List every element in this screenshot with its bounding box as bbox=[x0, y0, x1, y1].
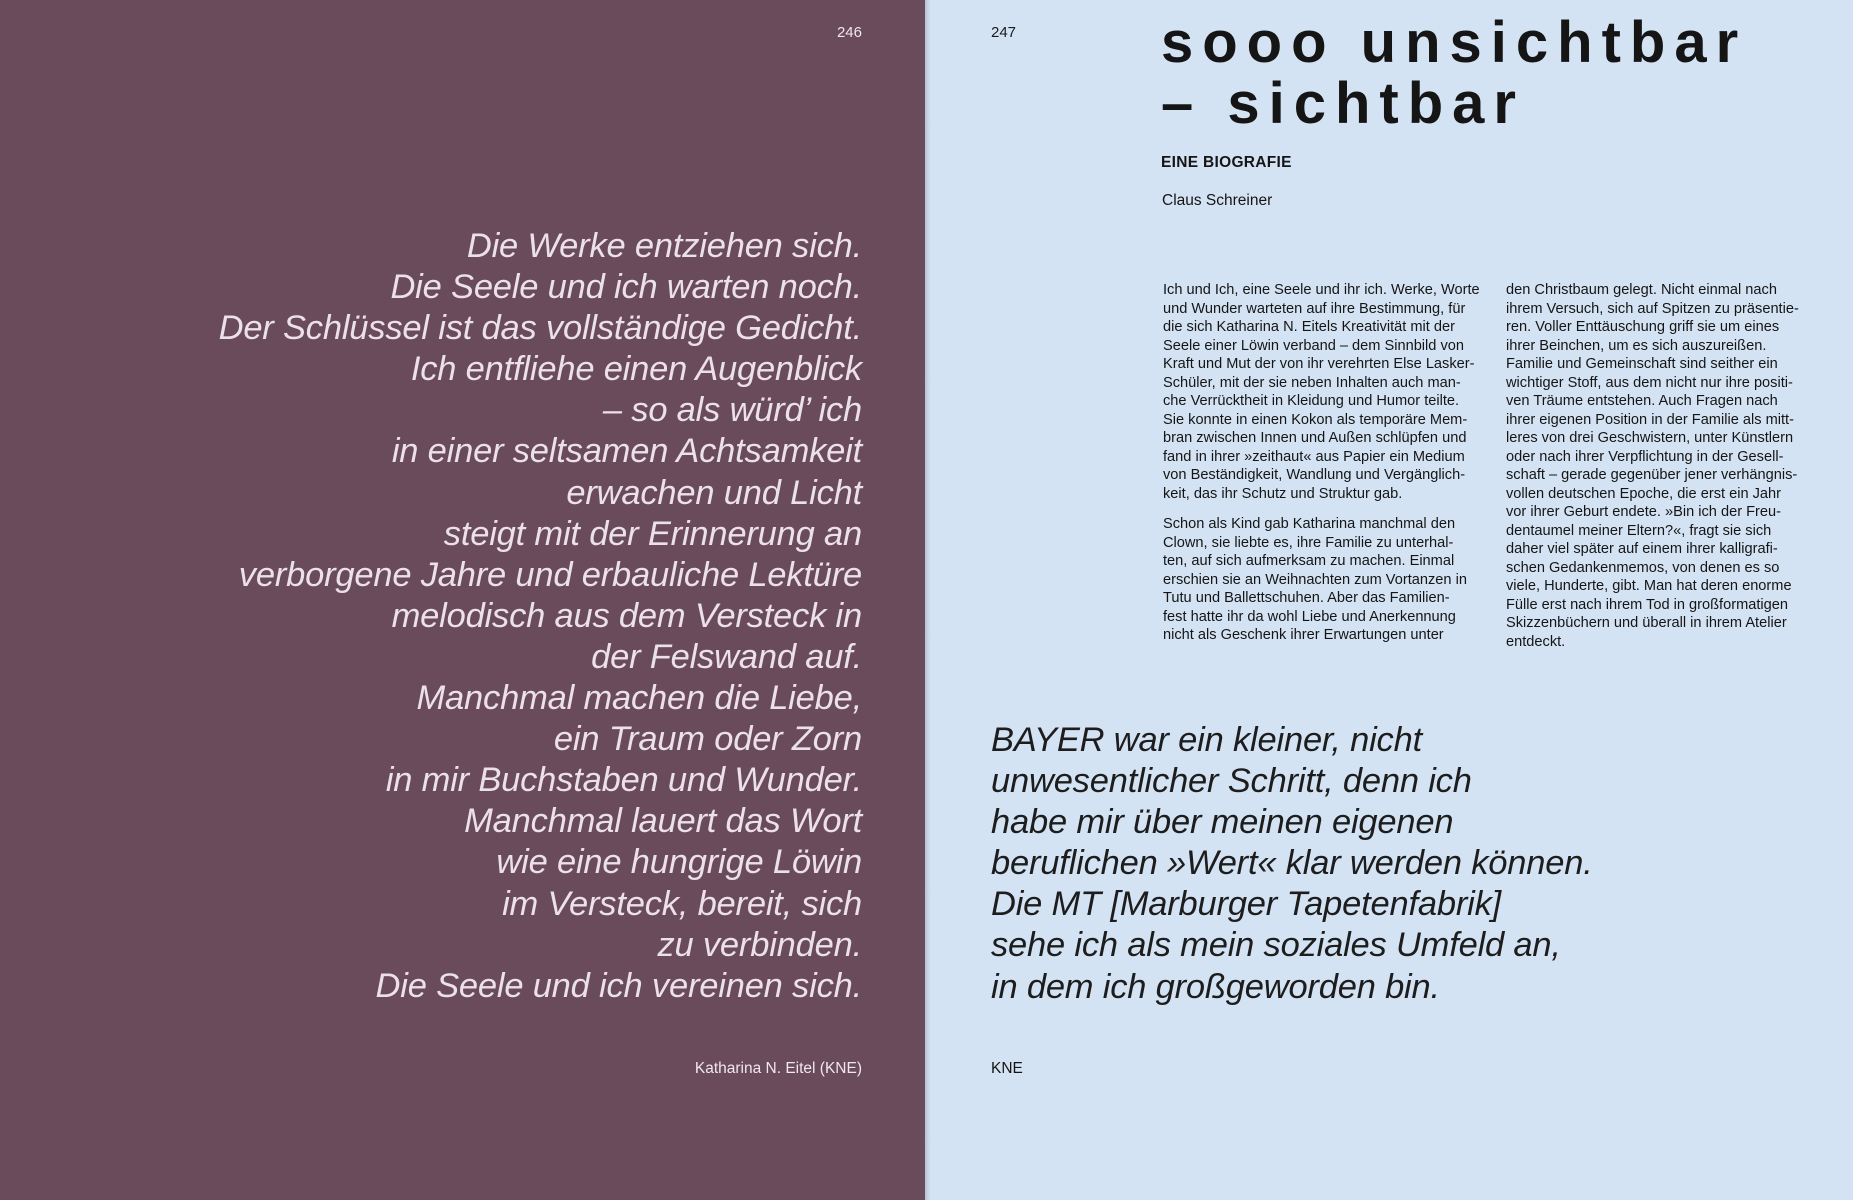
paragraph bbox=[1163, 515, 1481, 645]
poem-line: ein Traum oder Zorn bbox=[553, 720, 862, 759]
title-line: sooo unsichtbar bbox=[1161, 10, 1748, 75]
poem-line: Die Seele und ich vereinen sich. bbox=[375, 966, 862, 1005]
quote-line: unwesentlicher Schritt, denn ich bbox=[991, 762, 1472, 801]
poem-line: in mir Buchstaben und Wunder. bbox=[385, 761, 862, 800]
poem-line: erwachen und Licht bbox=[566, 473, 862, 512]
poem-line: der Felswand auf. bbox=[591, 637, 862, 676]
page-number-right: 247 bbox=[991, 24, 1017, 41]
text-line: fand in ihrer »zeithaut« aus Papier ein Medium bbox=[1163, 448, 1465, 465]
poem bbox=[122, 226, 862, 1007]
poem-line: Manchmal lauert das Wort bbox=[464, 802, 862, 841]
text-line: schaft – gerade gegenüber jener verhängnis- bbox=[1506, 467, 1798, 483]
text-line: Familie und Gemeinschaft sind seither ein bbox=[1506, 356, 1778, 372]
article-author: Claus Schreiner bbox=[1162, 192, 1273, 209]
title-line: – sichtbar bbox=[1161, 71, 1525, 136]
text-line: Skizzenbüchern und überall in ihrem Atelier bbox=[1506, 615, 1787, 631]
text-line: ihrem Versuch, sich auf Spitzen zu präsentie- bbox=[1506, 300, 1799, 317]
text-line: vor ihrer Geburt endete. »Bin ich der Freu- bbox=[1506, 504, 1781, 520]
text-line: fest hatte ihr da wohl Liebe und Anerkennung bbox=[1163, 608, 1456, 625]
quote-line: sehe ich als mein soziales Umfeld an, bbox=[991, 926, 1561, 965]
poem-line: wie eine hungrige Löwin bbox=[496, 843, 862, 882]
poem-line: in einer seltsamen Achtsamkeit bbox=[391, 432, 862, 471]
text-line: wichtiger Stoff, aus dem nicht nur ihre positi- bbox=[1506, 374, 1793, 391]
text-line: und Wunder warteten auf ihre Bestimmung, für bbox=[1163, 300, 1466, 317]
poem-line: Die Seele und ich warten noch. bbox=[390, 268, 862, 307]
left-page bbox=[0, 0, 925, 1200]
poem-line: zu verbinden. bbox=[657, 925, 862, 964]
text-line: Fülle erst nach ihrem Tod in großformatigen bbox=[1506, 596, 1789, 613]
quote-line: Die MT [Marburger Tapetenfabrik] bbox=[991, 885, 1502, 924]
text-line: bran zwischen Innen und Außen schlüpfen und bbox=[1163, 430, 1467, 446]
text-line: daher viel später auf einem ihrer kalligrafi- bbox=[1506, 541, 1778, 557]
pull-quote bbox=[991, 720, 1771, 1008]
text-line: Seele einer Löwin verband – dem Sinnbild von bbox=[1163, 337, 1464, 354]
poem-line: im Versteck, bereit, sich bbox=[502, 884, 862, 923]
text-line: oder nach ihrer Verpflichtung in der Gesell- bbox=[1506, 448, 1784, 465]
text-line: ven Träume entstehen. Auch Fragen nach bbox=[1506, 393, 1778, 409]
right-page bbox=[931, 0, 1853, 1200]
poem-line: melodisch aus dem Versteck in bbox=[391, 596, 862, 635]
text-line: Schon als Kind gab Katharina manchmal den bbox=[1163, 516, 1456, 532]
quote-author: KNE bbox=[991, 1060, 1023, 1077]
poem-line: Manchmal machen die Liebe, bbox=[416, 679, 862, 718]
body-column-2 bbox=[1506, 281, 1836, 663]
text-line: Kraft und Mut der von ihr verehrten Else Lasker- bbox=[1163, 356, 1475, 372]
poem-line: Der Schlüssel ist das vollständige Gedicht. bbox=[218, 309, 862, 348]
text-line: keit, das ihr Schutz und Struktur gab. bbox=[1163, 485, 1403, 502]
text-line: Sie konnte in einen Kokon als temporäre Mem- bbox=[1163, 411, 1468, 428]
text-line: entdeckt. bbox=[1506, 633, 1566, 650]
text-line: ren. Voller Enttäuschung griff sie um eines bbox=[1506, 319, 1780, 335]
article-title bbox=[1161, 12, 1747, 134]
quote-line: beruflichen »Wert« klar werden können. bbox=[991, 844, 1593, 883]
text-line: Tutu und Ballettschuhen. Aber das Familien- bbox=[1163, 590, 1450, 606]
text-line: dentaumel meiner Eltern?«, fragt sie sich bbox=[1506, 522, 1772, 539]
poem-line: – so als würd’ ich bbox=[602, 391, 862, 430]
text-line: leres von drei Geschwistern, unter Künstlern bbox=[1506, 430, 1794, 446]
article-kicker: EINE BIOGRAFIE bbox=[1161, 154, 1292, 171]
text-line: ihrer eigenen Position in der Familie als mitt- bbox=[1506, 411, 1794, 428]
poem-line: verborgene Jahre und erbauliche Lektüre bbox=[238, 555, 862, 594]
text-line: von Beständigkeit, Wandlung und Vergänglich- bbox=[1163, 467, 1466, 483]
poem-line: steigt mit der Erinnerung an bbox=[443, 514, 862, 553]
page-number-left: 246 bbox=[836, 24, 862, 41]
text-line: ihrer Beinchen, um es sich auszureißen. bbox=[1506, 337, 1767, 354]
quote-line: in dem ich großgeworden bin. bbox=[991, 967, 1440, 1006]
text-line: erschien sie an Weihnachten zum Vortanzen in bbox=[1163, 571, 1467, 588]
poem-author: Katharina N. Eitel (KNE) bbox=[694, 1060, 862, 1077]
paragraph bbox=[1163, 281, 1481, 503]
text-line: die sich Katharina N. Eitels Kreativität mit der bbox=[1163, 319, 1455, 335]
text-line: Ich und Ich, eine Seele und ihr ich. Werke, Worte bbox=[1163, 282, 1480, 298]
text-line: ten, auf sich aufmerksam zu machen. Einmal bbox=[1163, 553, 1455, 569]
text-line: den Christbaum gelegt. Nicht einmal nach bbox=[1506, 282, 1777, 298]
poem-line: Die Werke entziehen sich. bbox=[466, 227, 862, 265]
text-line: schen Gedankenmemos, von denen es so bbox=[1506, 559, 1780, 576]
text-line: vollen deutschen Epoche, die erst ein Jahr bbox=[1506, 485, 1782, 502]
text-line: Clown, sie liebte es, ihre Familie zu unterhal- bbox=[1163, 534, 1454, 551]
body-column-1 bbox=[1163, 281, 1481, 657]
text-line: viele, Hunderte, gibt. Man hat deren enorme bbox=[1506, 578, 1792, 594]
text-line: che Verrücktheit in Kleidung und Humor teilte. bbox=[1163, 393, 1460, 409]
quote-line: habe mir über meinen eigenen bbox=[991, 803, 1454, 842]
poem-line: Ich entfliehe einen Augenblick bbox=[410, 350, 862, 389]
text-line: Schüler, mit der sie neben Inhalten auch man- bbox=[1163, 374, 1461, 391]
paragraph bbox=[1506, 281, 1836, 651]
text-line: nicht als Geschenk ihrer Erwartungen unter bbox=[1163, 627, 1444, 643]
quote-line: BAYER war ein kleiner, nicht bbox=[991, 721, 1422, 759]
